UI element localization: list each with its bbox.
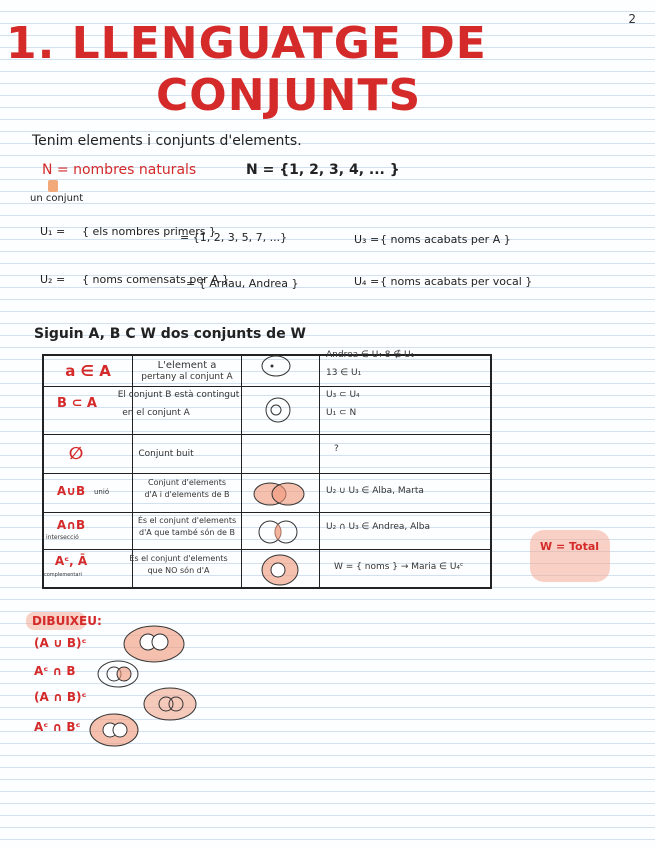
row5-symbol: Aᶜ, Ā	[54, 554, 88, 568]
row4-desc2: d'A que també són de B	[139, 528, 235, 537]
set-u2-desc: { noms comensats per A }	[82, 273, 230, 286]
row3-desc2: d'A i d'elements de B	[144, 490, 230, 499]
row0-desc2: pertany al conjunt A	[141, 372, 233, 382]
row0-ex1: Andrea ∈ U₄ 8 ∉ U₁	[326, 350, 415, 360]
row5-ex1: W = { noms } → Maria ∈ U₄ᶜ	[334, 562, 464, 572]
table-row-divider	[44, 473, 490, 474]
row1-symbol: B ⊂ A	[57, 396, 97, 411]
table-heading: Siguin A, B C W dos conjunts de W	[34, 326, 307, 342]
row4-symbol: A∩B	[56, 518, 86, 532]
row3-symbol: A∪B	[56, 484, 86, 498]
row5-sublabel: complementari	[44, 572, 82, 578]
element-venn-diagram	[254, 350, 314, 380]
row5-desc2: que NO són d'A	[147, 566, 210, 575]
row4-sublabel: intersecció	[46, 534, 79, 541]
set-u1-ext: = {1, 2, 3, 5, 7, ...}	[180, 231, 288, 244]
total-highlight	[530, 530, 610, 582]
set-u1-name: U₁ =	[40, 225, 66, 238]
set-u3-name: U₃ =	[354, 233, 380, 246]
table-col-divider	[241, 356, 242, 587]
union-venn-diagram	[244, 476, 320, 512]
intro-text: Tenim elements i conjunts d'elements.	[32, 133, 302, 149]
draw-item-1: (A ∪ B)ᶜ	[34, 636, 87, 650]
exercise-venn-diagram-4	[86, 712, 166, 752]
page-title	[6, 18, 646, 122]
row1-desc1: El conjunt B està contingut	[117, 390, 240, 400]
notation-table	[42, 350, 492, 589]
page-number: 2	[628, 12, 636, 26]
row5-desc1: És el conjunt d'elements	[129, 554, 228, 563]
naturals-label: N = nombres naturals	[42, 162, 197, 178]
row4-desc1: És el conjunt d'elements	[137, 516, 237, 525]
row2-desc1: Conjunt buit	[138, 449, 194, 459]
title-line-2: CONJUNTS	[156, 70, 422, 121]
set-u1-desc: { els nombres primers }	[82, 225, 217, 238]
row1-ex2: U₁ ⊂ N	[326, 408, 357, 418]
title-line-1: 1. LLENGUATGE DE	[6, 18, 487, 69]
set-u3-desc: { noms acabats per A }	[380, 233, 511, 246]
draw-heading: DIBUIXEU:	[32, 614, 102, 628]
row0-desc1: L'element a	[157, 360, 217, 371]
table-row-divider	[44, 512, 490, 513]
row3-ex1: U₂ ∪ U₃ ∈ Alba, Marta	[326, 486, 424, 496]
row4-ex1: U₂ ∩ U₃ ∈ Andrea, Alba	[326, 522, 430, 532]
row2-ex1: ?	[334, 444, 339, 454]
total-note: W = Total	[540, 540, 600, 553]
row1-ex1: U₃ ⊂ U₄	[326, 390, 360, 400]
naturals-note: un conjunt	[30, 193, 84, 204]
set-u4-name: U₄ =	[354, 275, 380, 288]
draw-item-3: (A ∩ B)ᶜ	[34, 690, 87, 704]
row1-desc2: en el conjunt A	[122, 408, 190, 418]
set-u4-desc: { noms acabats per vocal }	[380, 275, 533, 288]
draw-item-2: Aᶜ ∩ B	[34, 664, 76, 678]
subset-venn-diagram	[254, 390, 314, 434]
set-u2-ext: = { Arnau, Andrea }	[186, 277, 299, 290]
arrow-down-icon	[48, 180, 58, 192]
naturals-set: N = {1, 2, 3, 4, ... }	[246, 162, 400, 178]
row0-symbol: a ∈ A	[65, 362, 111, 380]
intersection-venn-diagram	[244, 514, 320, 550]
row3-desc1: Conjunt d'elements	[147, 478, 227, 487]
set-u2-name: U₂ =	[40, 273, 66, 286]
complement-venn-diagram	[244, 552, 320, 592]
draw-item-4: Aᶜ ∩ Bᶜ	[34, 720, 81, 734]
table-row-divider	[44, 386, 490, 387]
row0-ex2: 13 ∈ U₁	[326, 368, 362, 378]
row2-symbol: ∅	[68, 444, 84, 464]
row3-sublabel: unió	[94, 488, 110, 496]
table-row-divider	[44, 434, 490, 435]
